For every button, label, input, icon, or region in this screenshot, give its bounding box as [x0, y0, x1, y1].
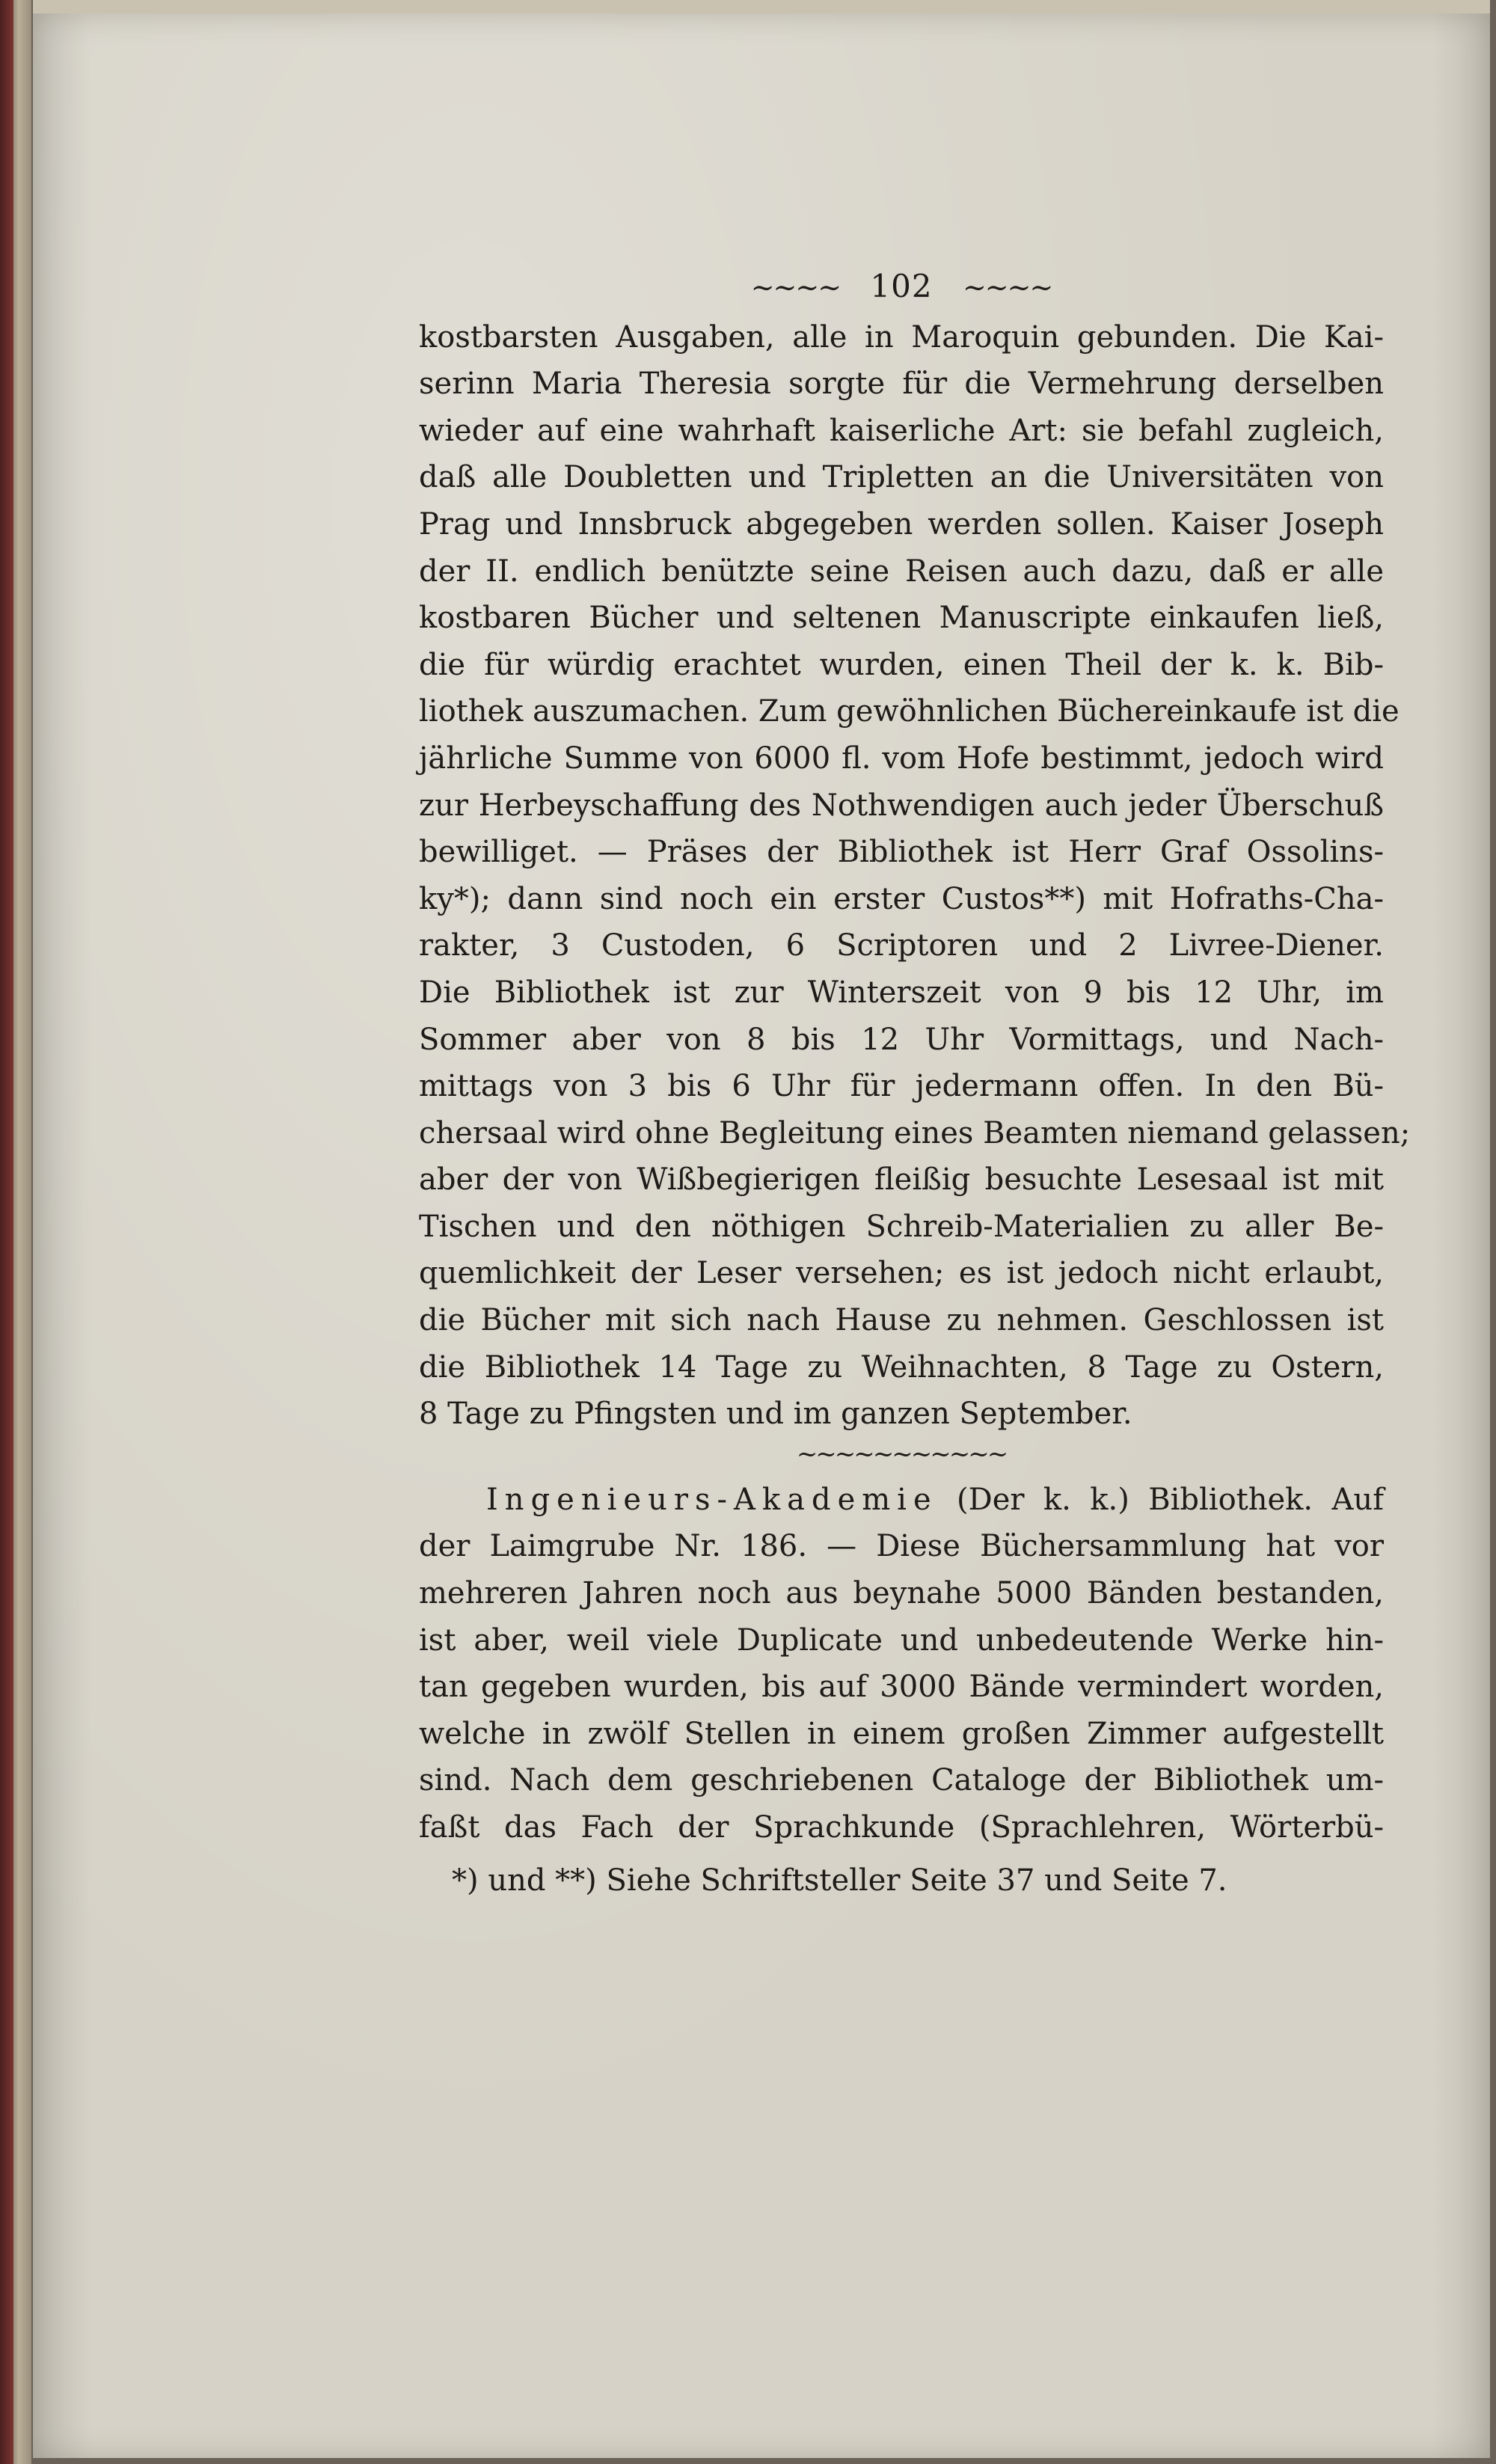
text-line: welche in zwölf Stellen in einem großen Zimmer aufgestellt [419, 1716, 1384, 1751]
text-line: der II. endlich benützte seine Reisen auch dazu, daß er alle [419, 554, 1384, 589]
text-line: Sommer aber von 8 bis 12 Uhr Vormittags, und Nach- [419, 1022, 1384, 1057]
text-line: zur Herbeyschaffung des Nothwendigen auch jeder Überschuß [419, 788, 1384, 823]
text-line: aber der von Wißbegierigen fleißig besuchte Lesesaal ist mit [419, 1162, 1384, 1198]
section-heading: Ingenieurs-Akademie [486, 1482, 938, 1517]
text-line: jährliche Summe von 6000 fl. vom Hofe bestimmt, jedoch wird [419, 741, 1384, 776]
text-line: die für würdig erachtet wurden, einen Theil der k. k. Bib- [419, 647, 1384, 682]
text-line [419, 1477, 1384, 1524]
text-line: kostbaren Bücher und seltenen Manuscripte einkaufen ließ, [419, 601, 1384, 636]
header-ornament-right: ~~~~ [962, 271, 1052, 304]
page-header [419, 263, 1384, 311]
text-line: die Bücher mit sich nach Hause zu nehmen. Geschlossen ist [419, 1303, 1384, 1338]
text-line: chersaal wird ohne Begleitung eines Beamten niemand gelassen; [419, 1115, 1411, 1150]
text-line: serinn Maria Theresia sorgte für die Vermehrung derselben [419, 367, 1384, 402]
text-line: liothek auszumachen. Zum gewöhnlichen Büchereinkaufe ist die [419, 694, 1400, 729]
text-line: rakter, 3 Custoden, 6 Scriptoren und 2 Livree-Diener. [419, 928, 1384, 963]
heading-continuation: (Der k. k.) Bibliothek. Auf [937, 1482, 1384, 1517]
text-line: ist aber, weil viele Duplicate und unbedeutende Werke hin- [419, 1622, 1384, 1658]
text-line: mittags von 3 bis 6 Uhr für jedermann offen. In den Bü- [419, 1069, 1384, 1104]
text-line: bewilliget. — Präses der Bibliothek ist Herr Graf Ossolins- [419, 835, 1384, 870]
text-line: mehreren Jahren noch aus beynahe 5000 Bänden bestanden, [419, 1576, 1384, 1611]
footnote: *) und **) Siehe Schriftsteller Seite 37 und Seite 7. [452, 1863, 1227, 1898]
header-ornament-left: ~~~~ [750, 271, 841, 304]
text-line: Prag und Innsbruck abgegeben werden sollen. Kaiser Joseph [419, 506, 1384, 542]
book-edge [0, 0, 31, 2464]
book-cover-edge [0, 0, 13, 2464]
text-line: quemlichkeit der Leser versehen; es ist jedoch nicht erlaubt, [419, 1256, 1384, 1291]
section-separator: ~~~~~~~~~~~ [796, 1438, 1007, 1469]
text-line: die Bibliothek 14 Tage zu Weihnachten, 8 Tage zu Ostern, [419, 1349, 1384, 1385]
text-line: Die Bibliothek ist zur Winterszeit von 9 bis 12 Uhr, im [419, 975, 1384, 1010]
text-line: ky*); dann sind noch ein erster Custos**) mit Hofraths-Cha- [419, 881, 1384, 916]
text-line: daß alle Doubletten und Tripletten an die Universitäten von [419, 460, 1384, 495]
text-line: Tischen und den nöthigen Schreib-Materialien zu aller Be- [419, 1209, 1384, 1244]
text-line: faßt das Fach der Sprachkunde (Sprachlehren, Wörterbü- [419, 1810, 1384, 1845]
text-line: 8 Tage zu Pfingsten und im ganzen September. [419, 1397, 1132, 1432]
text-line: tan gegeben wurden, bis auf 3000 Bände vermindert worden, [419, 1670, 1384, 1705]
paragraph-ingenieurs-akademie [419, 1477, 1384, 1851]
page-number: 102 [870, 268, 933, 304]
paragraph-library-history [419, 314, 1411, 1438]
text-line: wieder auf eine wahrhaft kaiserliche Art: sie befahl zugleich, [419, 413, 1384, 448]
text-line: der Laimgrube Nr. 186. — Diese Büchersammlung hat vor [419, 1529, 1384, 1564]
text-block [419, 263, 1411, 1904]
text-line: kostbarsten Ausgaben, alle in Maroquin gebunden. Die Kai- [419, 319, 1384, 355]
text-line: sind. Nach dem geschriebenen Cataloge der Bibliothek um- [419, 1763, 1384, 1798]
